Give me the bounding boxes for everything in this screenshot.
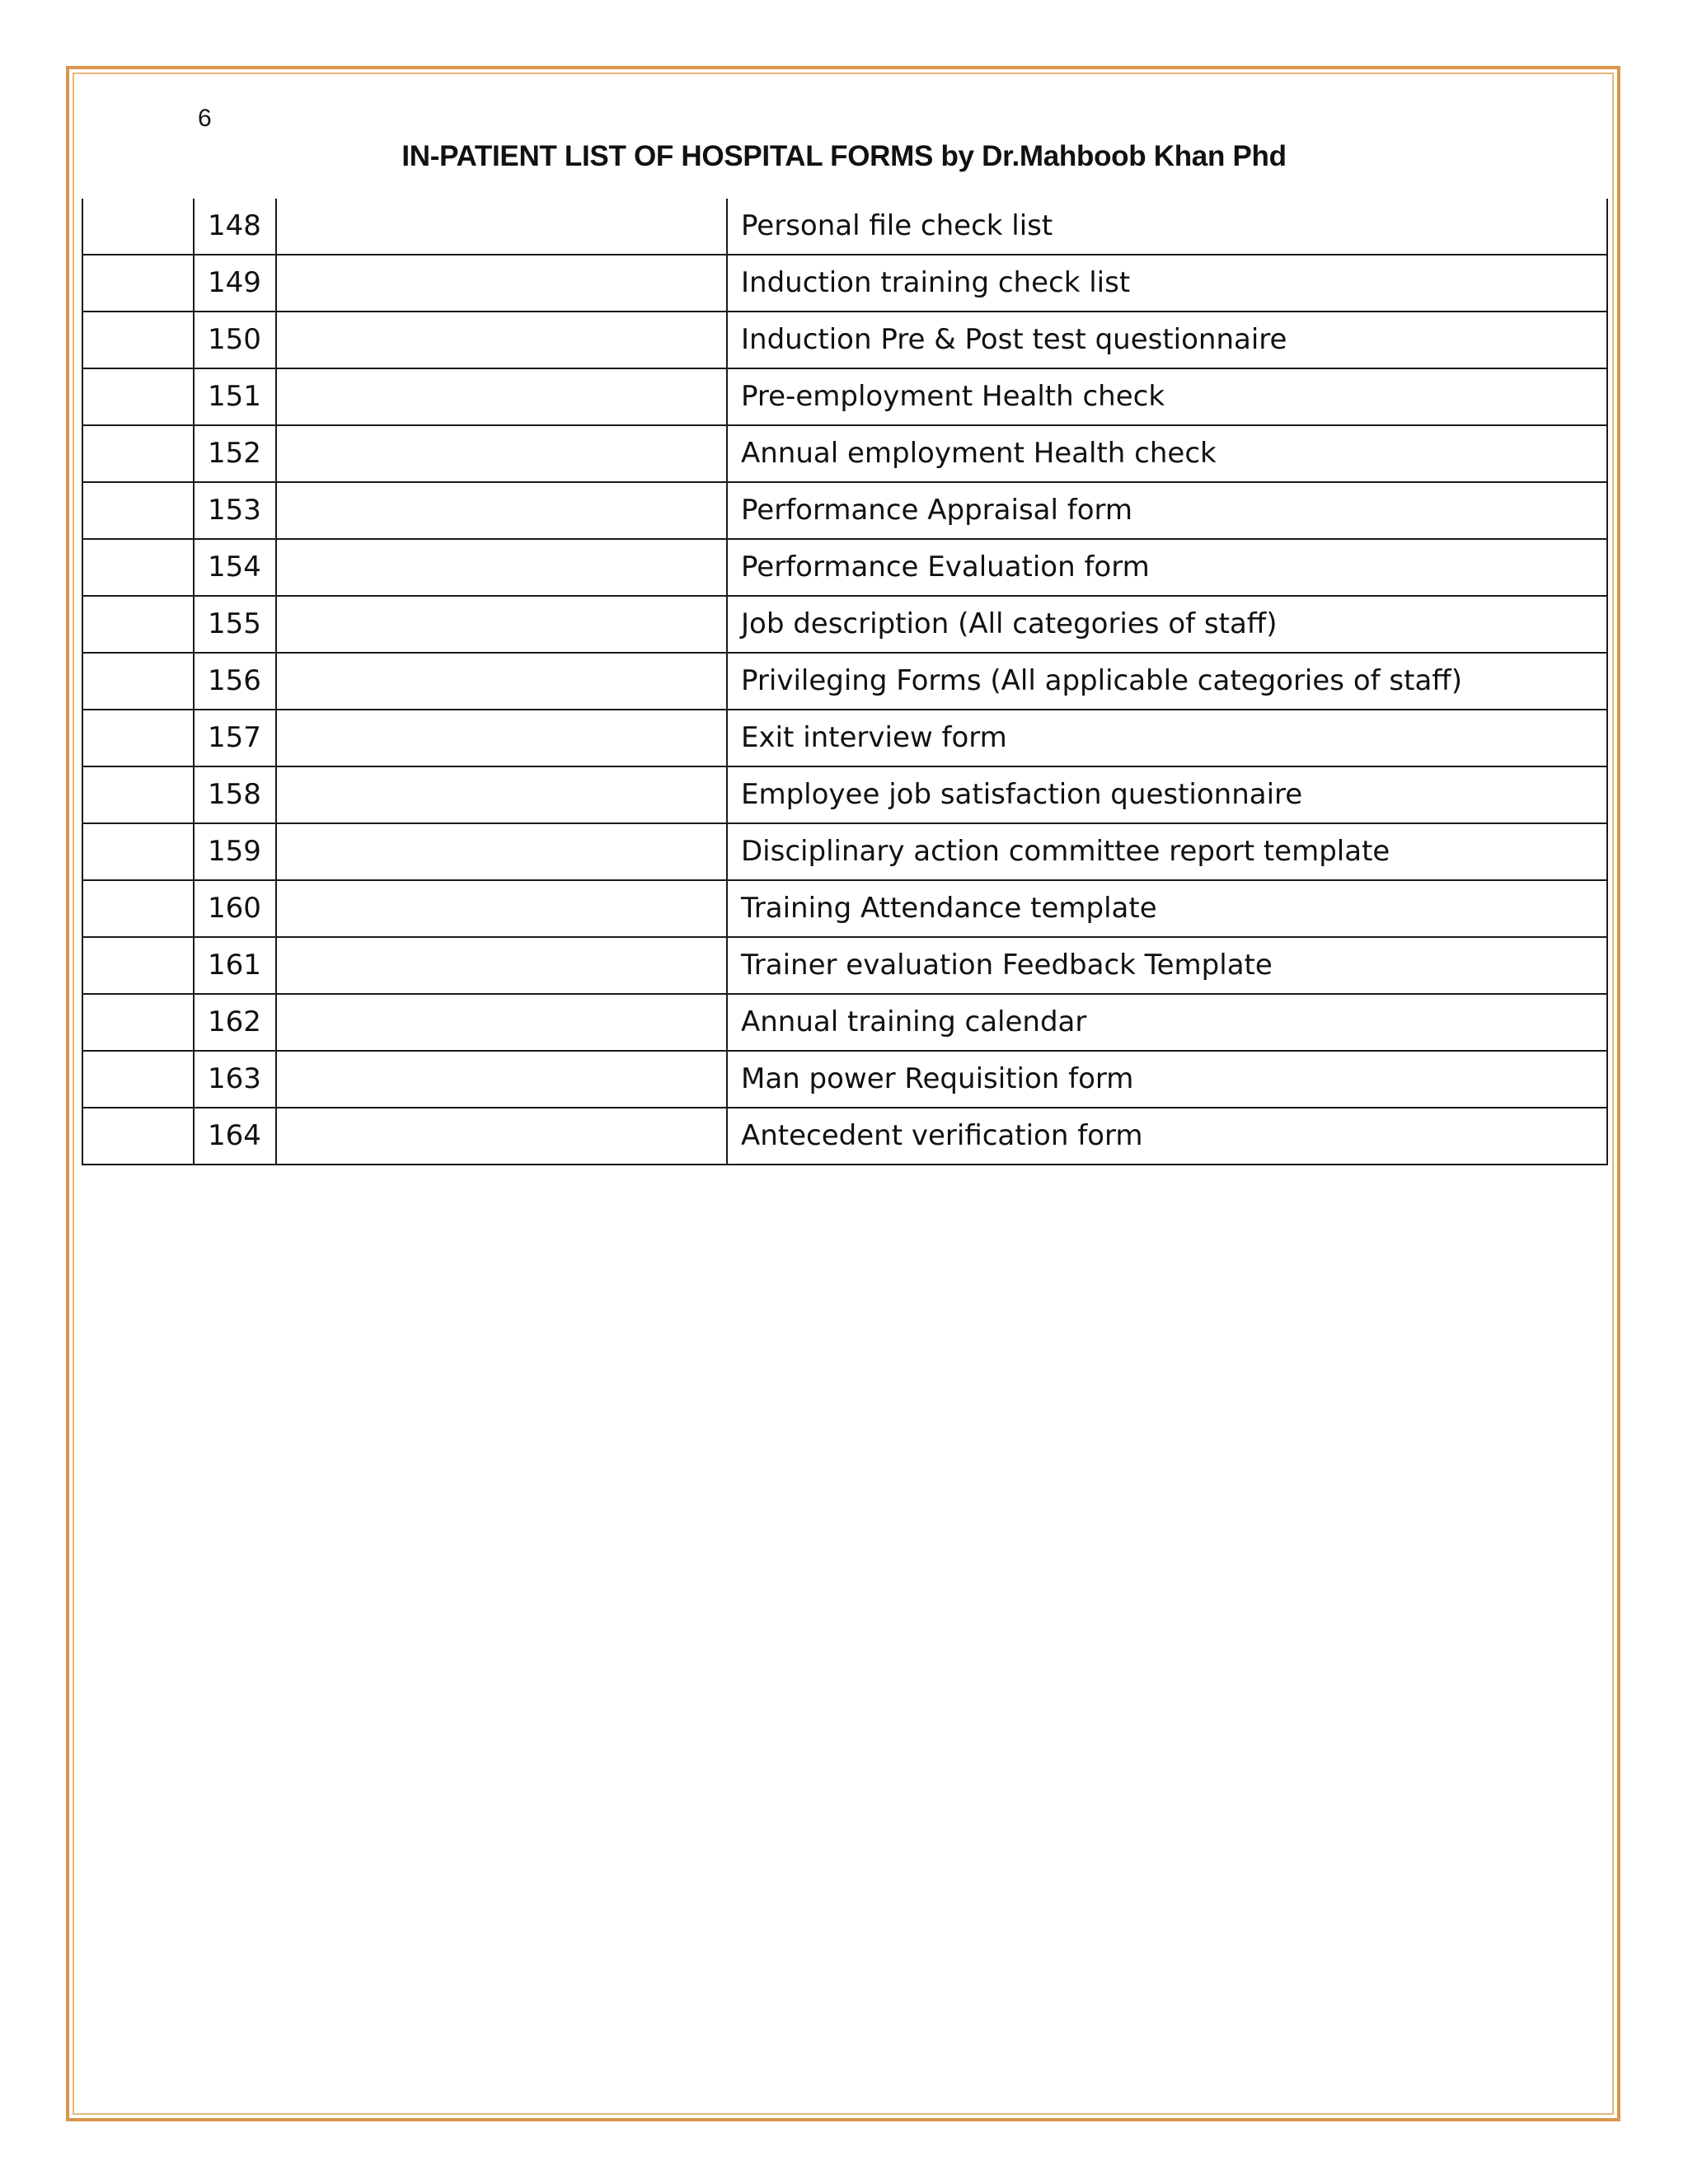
table-row xyxy=(82,1108,1607,1165)
table-row xyxy=(82,937,1607,994)
blank-cell xyxy=(276,710,727,766)
form-name: Pre-employment Health check xyxy=(727,368,1607,425)
form-name: Antecedent verification form xyxy=(727,1108,1607,1165)
form-number: 159 xyxy=(194,823,276,880)
table-row xyxy=(82,710,1607,766)
blank-cell xyxy=(82,312,194,368)
table-row xyxy=(82,425,1607,482)
blank-cell xyxy=(82,255,194,312)
blank-cell xyxy=(276,823,727,880)
form-number: 153 xyxy=(194,482,276,539)
form-number: 150 xyxy=(194,312,276,368)
blank-cell xyxy=(82,596,194,653)
blank-cell xyxy=(276,368,727,425)
blank-cell xyxy=(276,1108,727,1165)
table-row xyxy=(82,312,1607,368)
blank-cell xyxy=(276,1051,727,1108)
form-number: 164 xyxy=(194,1108,276,1165)
table-row xyxy=(82,539,1607,596)
form-number: 152 xyxy=(194,425,276,482)
form-number: 151 xyxy=(194,368,276,425)
page-title: IN-PATIENT LIST OF HOSPITAL FORMS by Dr.Mahboob Khan Phd xyxy=(401,140,1287,172)
form-name: Job description (All categories of staff) xyxy=(727,596,1607,653)
form-name: Performance Appraisal form xyxy=(727,482,1607,539)
blank-cell xyxy=(82,710,194,766)
table-row xyxy=(82,653,1607,710)
table-row xyxy=(82,994,1607,1051)
form-number: 155 xyxy=(194,596,276,653)
blank-cell xyxy=(276,766,727,823)
form-name: Induction Pre & Post test questionnaire xyxy=(727,312,1607,368)
form-number: 161 xyxy=(194,937,276,994)
table-row xyxy=(82,199,1607,255)
table-row xyxy=(82,596,1607,653)
form-name: Exit interview form xyxy=(727,710,1607,766)
form-name: Annual employment Health check xyxy=(727,425,1607,482)
form-name: Personal file check list xyxy=(727,199,1607,255)
form-number: 154 xyxy=(194,539,276,596)
table-row xyxy=(82,1051,1607,1108)
blank-cell xyxy=(276,425,727,482)
form-name: Annual training calendar xyxy=(727,994,1607,1051)
blank-cell xyxy=(276,880,727,937)
blank-cell xyxy=(276,539,727,596)
form-number: 149 xyxy=(194,255,276,312)
table-row xyxy=(82,880,1607,937)
blank-cell xyxy=(82,539,194,596)
form-name: Disciplinary action committee report template xyxy=(727,823,1607,880)
table-row xyxy=(82,368,1607,425)
blank-cell xyxy=(276,937,727,994)
blank-cell xyxy=(82,994,194,1051)
form-number: 157 xyxy=(194,710,276,766)
blank-cell xyxy=(82,1108,194,1165)
table-row xyxy=(82,482,1607,539)
form-number: 163 xyxy=(194,1051,276,1108)
blank-cell xyxy=(82,368,194,425)
blank-cell xyxy=(82,653,194,710)
blank-cell xyxy=(276,255,727,312)
blank-cell xyxy=(82,482,194,539)
form-name: Employee job satisfaction questionnaire xyxy=(727,766,1607,823)
form-name: Trainer evaluation Feedback Template xyxy=(727,937,1607,994)
table-row xyxy=(82,766,1607,823)
blank-cell xyxy=(276,653,727,710)
forms-table xyxy=(82,199,1608,1165)
form-name: Privileging Forms (All applicable categories of staff) xyxy=(727,653,1607,710)
blank-cell xyxy=(82,823,194,880)
form-number: 156 xyxy=(194,653,276,710)
blank-cell xyxy=(82,199,194,255)
form-name: Performance Evaluation form xyxy=(727,539,1607,596)
form-name: Induction training check list xyxy=(727,255,1607,312)
table-row xyxy=(82,255,1607,312)
blank-cell xyxy=(82,880,194,937)
form-name: Man power Requisition form xyxy=(727,1051,1607,1108)
blank-cell xyxy=(82,766,194,823)
form-number: 148 xyxy=(194,199,276,255)
blank-cell xyxy=(82,937,194,994)
form-name: Training Attendance template xyxy=(727,880,1607,937)
blank-cell xyxy=(276,312,727,368)
form-number: 158 xyxy=(194,766,276,823)
blank-cell xyxy=(82,425,194,482)
table-row xyxy=(82,823,1607,880)
page-number: 6 xyxy=(198,105,212,132)
blank-cell xyxy=(276,482,727,539)
blank-cell xyxy=(82,1051,194,1108)
blank-cell xyxy=(276,199,727,255)
blank-cell xyxy=(276,994,727,1051)
blank-cell xyxy=(276,596,727,653)
form-number: 160 xyxy=(194,880,276,937)
form-number: 162 xyxy=(194,994,276,1051)
